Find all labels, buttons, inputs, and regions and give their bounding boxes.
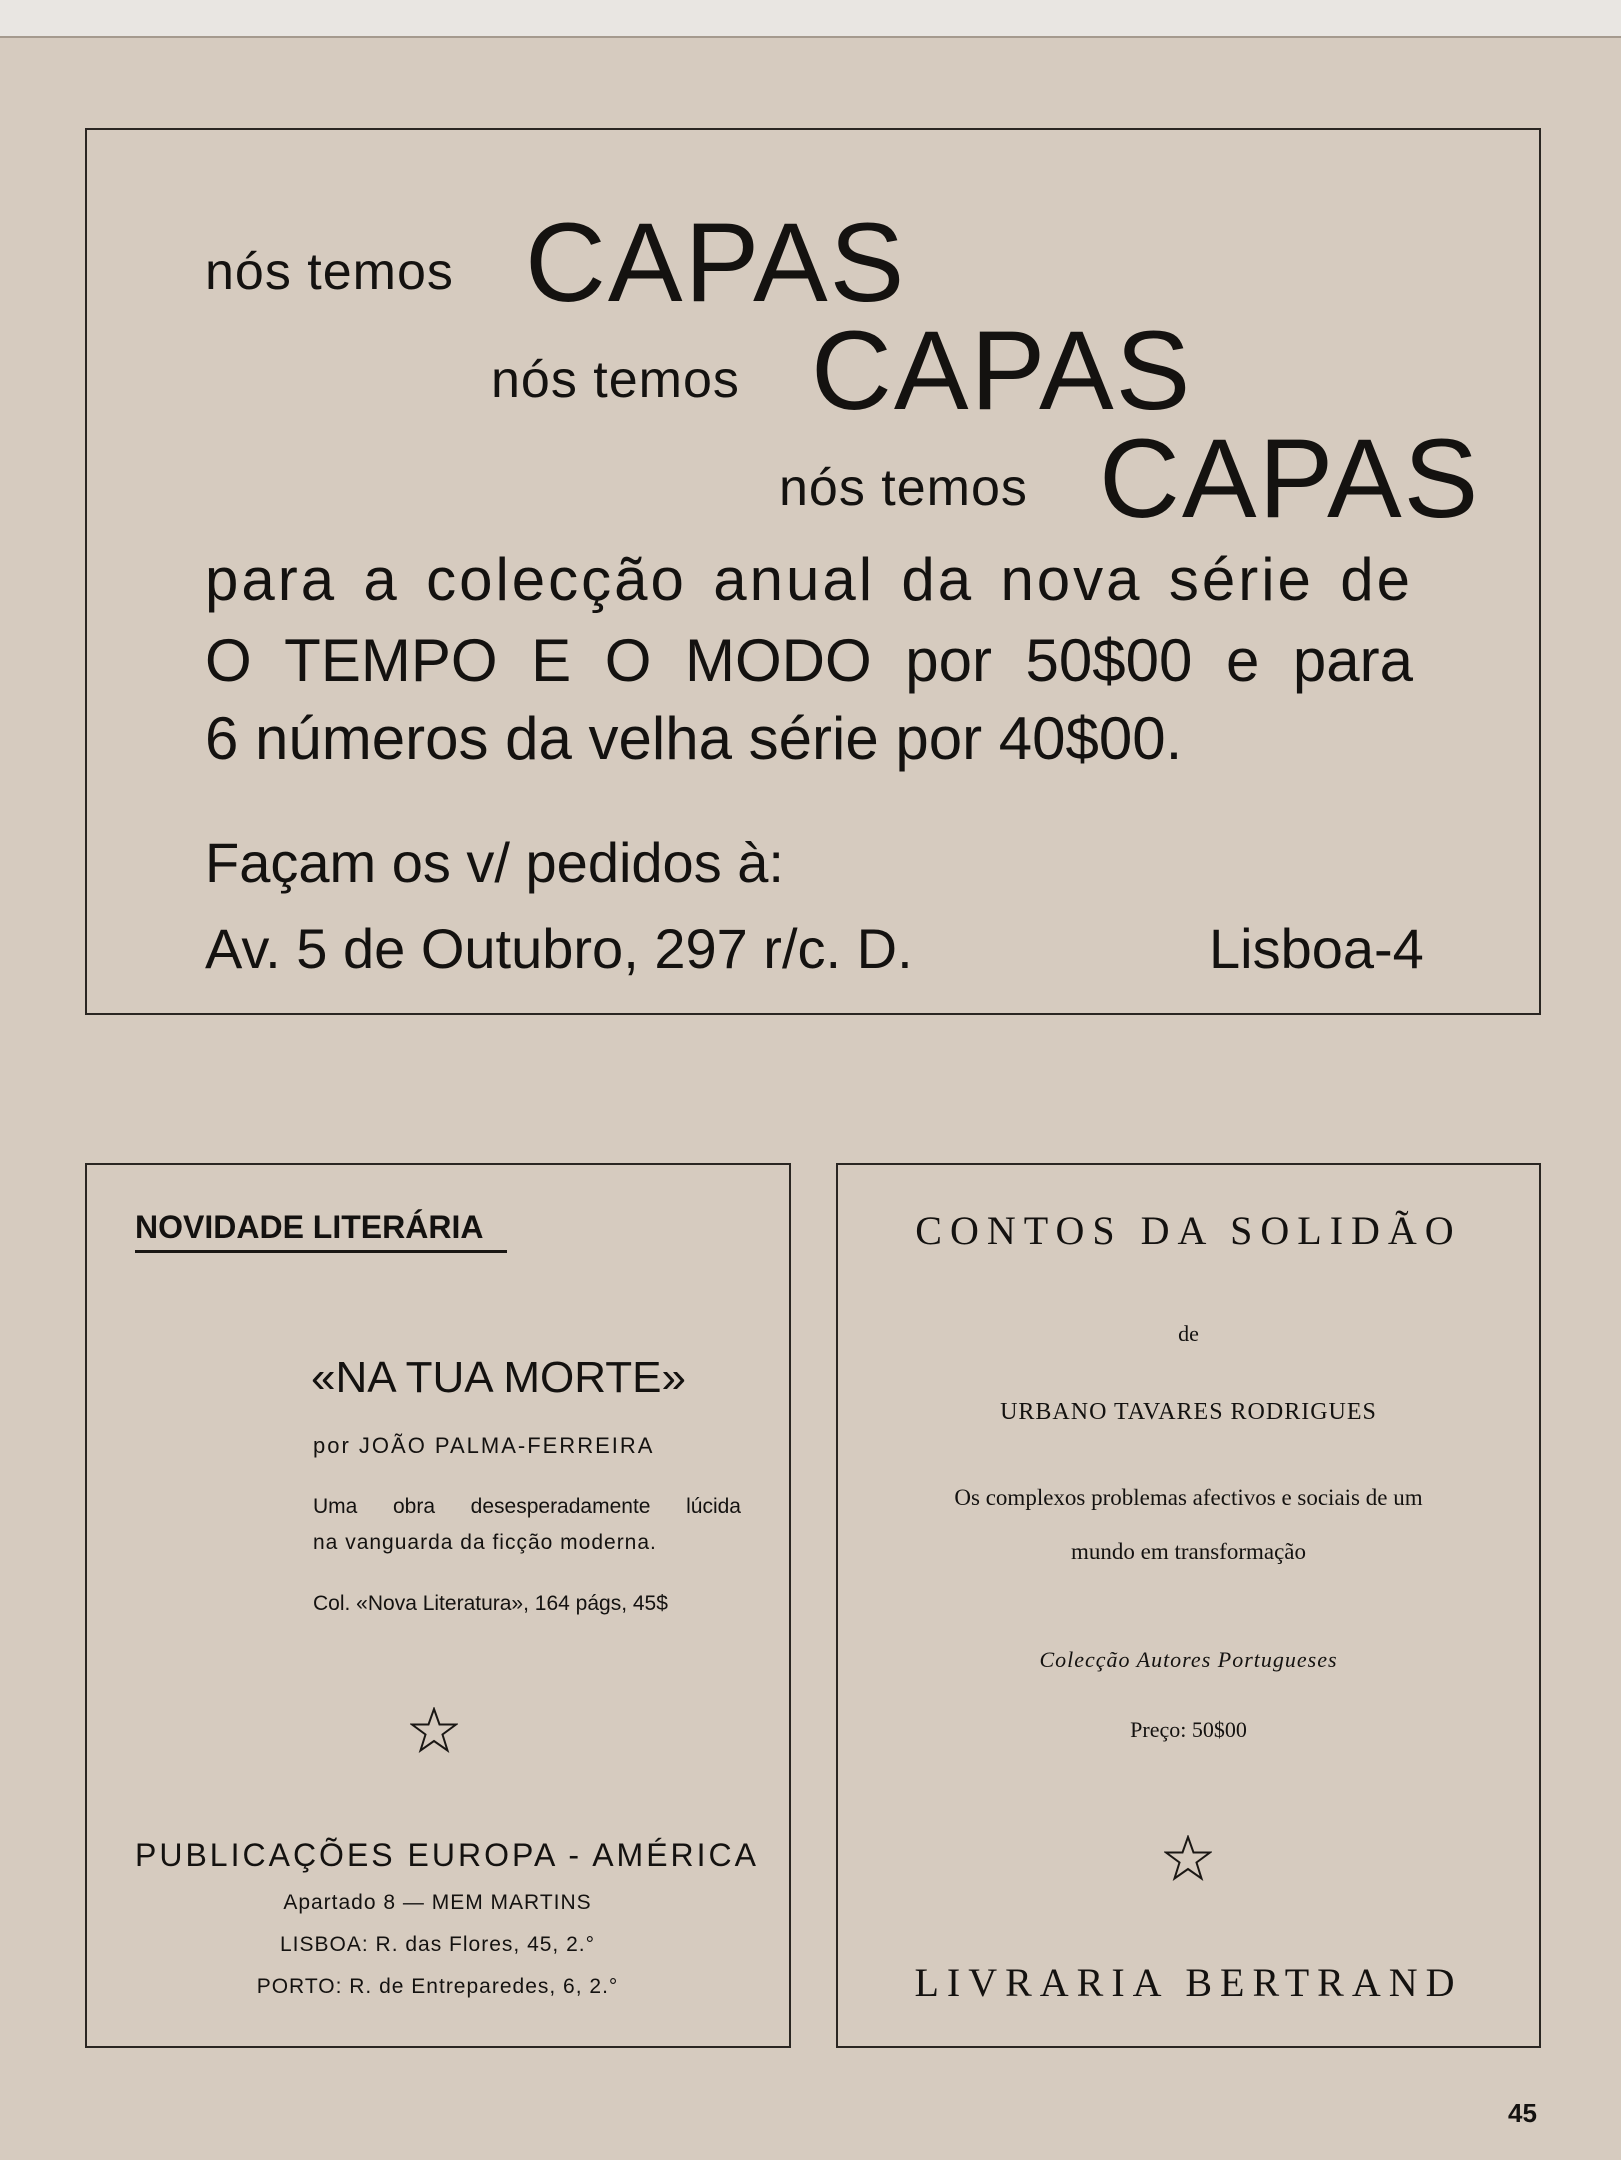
- na-tua-morte-advertisement: [85, 1163, 791, 2048]
- page-number: 45: [1508, 2098, 1537, 2128]
- novidade-literaria-header: NOVIDADE LITERÁRIA: [135, 1209, 507, 1253]
- book-title: «NA TUA MORTE»: [311, 1353, 686, 1402]
- book-collection: Colecção Autores Portugueses: [1039, 1647, 1338, 1672]
- by-label: de: [1178, 1321, 1199, 1346]
- book-description-line-2: mundo em transformação: [1070, 1539, 1307, 1564]
- star-outline-icon: [410, 1707, 458, 1753]
- publisher-address-3: PORTO: R. de Entreparedes, 6, 2.°: [256, 1975, 619, 1998]
- book-title: CONTOS DA SOLIDÃO: [915, 1208, 1462, 1253]
- book-description-line-1: Uma obra desesperadamente lúcida: [313, 1495, 741, 1518]
- publisher-name: PUBLICAÇÕES EUROPA - AMÉRICA: [135, 1837, 759, 1873]
- contos-da-solidao-advertisement: [836, 1163, 1541, 2048]
- offer-line-3: 6 números da velha série por 40$00.: [205, 705, 1183, 772]
- capas-text: CAPAS: [811, 308, 1193, 433]
- nos-temos-text: nós temos: [205, 243, 454, 301]
- publisher-address-1: Apartado 8 — MEM MARTINS: [283, 1891, 592, 1914]
- order-instruction: Façam os v/ pedidos à:: [205, 831, 784, 894]
- offer-line-1: para a colecção anual da nova série de: [205, 546, 1413, 613]
- capas-text: CAPAS: [525, 200, 907, 325]
- book-author: por JOÃO PALMA-FERREIRA: [313, 1433, 655, 1458]
- star-outline-icon: [1164, 1835, 1212, 1881]
- order-address: Av. 5 de Outubro, 297 r/c. D.: [205, 917, 913, 980]
- book-price: Preço: 50$00: [1130, 1717, 1247, 1742]
- order-city: Lisboa-4: [1209, 917, 1424, 980]
- nos-temos-text: nós temos: [779, 459, 1028, 517]
- publisher-address-2: LISBOA: R. das Flores, 45, 2.°: [279, 1933, 596, 1956]
- capas-advertisement: [85, 128, 1541, 1015]
- book-author: URBANO TAVARES RODRIGUES: [1000, 1399, 1377, 1425]
- book-collection-info: Col. «Nova Literatura», 164 págs, 45$: [313, 1592, 668, 1615]
- capas-text: CAPAS: [1099, 416, 1481, 541]
- book-description-line-1: Os complexos problemas afectivos e sociais de um: [954, 1485, 1423, 1510]
- nos-temos-text: nós temos: [491, 351, 740, 409]
- page-top-strip: [0, 0, 1621, 38]
- book-description-line-2: na vanguarda da ficção moderna.: [313, 1531, 657, 1554]
- offer-line-2: O TEMPO E O MODO por 50$00 e para: [205, 627, 1413, 694]
- publisher-name: LIVRARIA BERTRAND: [914, 1960, 1463, 2005]
